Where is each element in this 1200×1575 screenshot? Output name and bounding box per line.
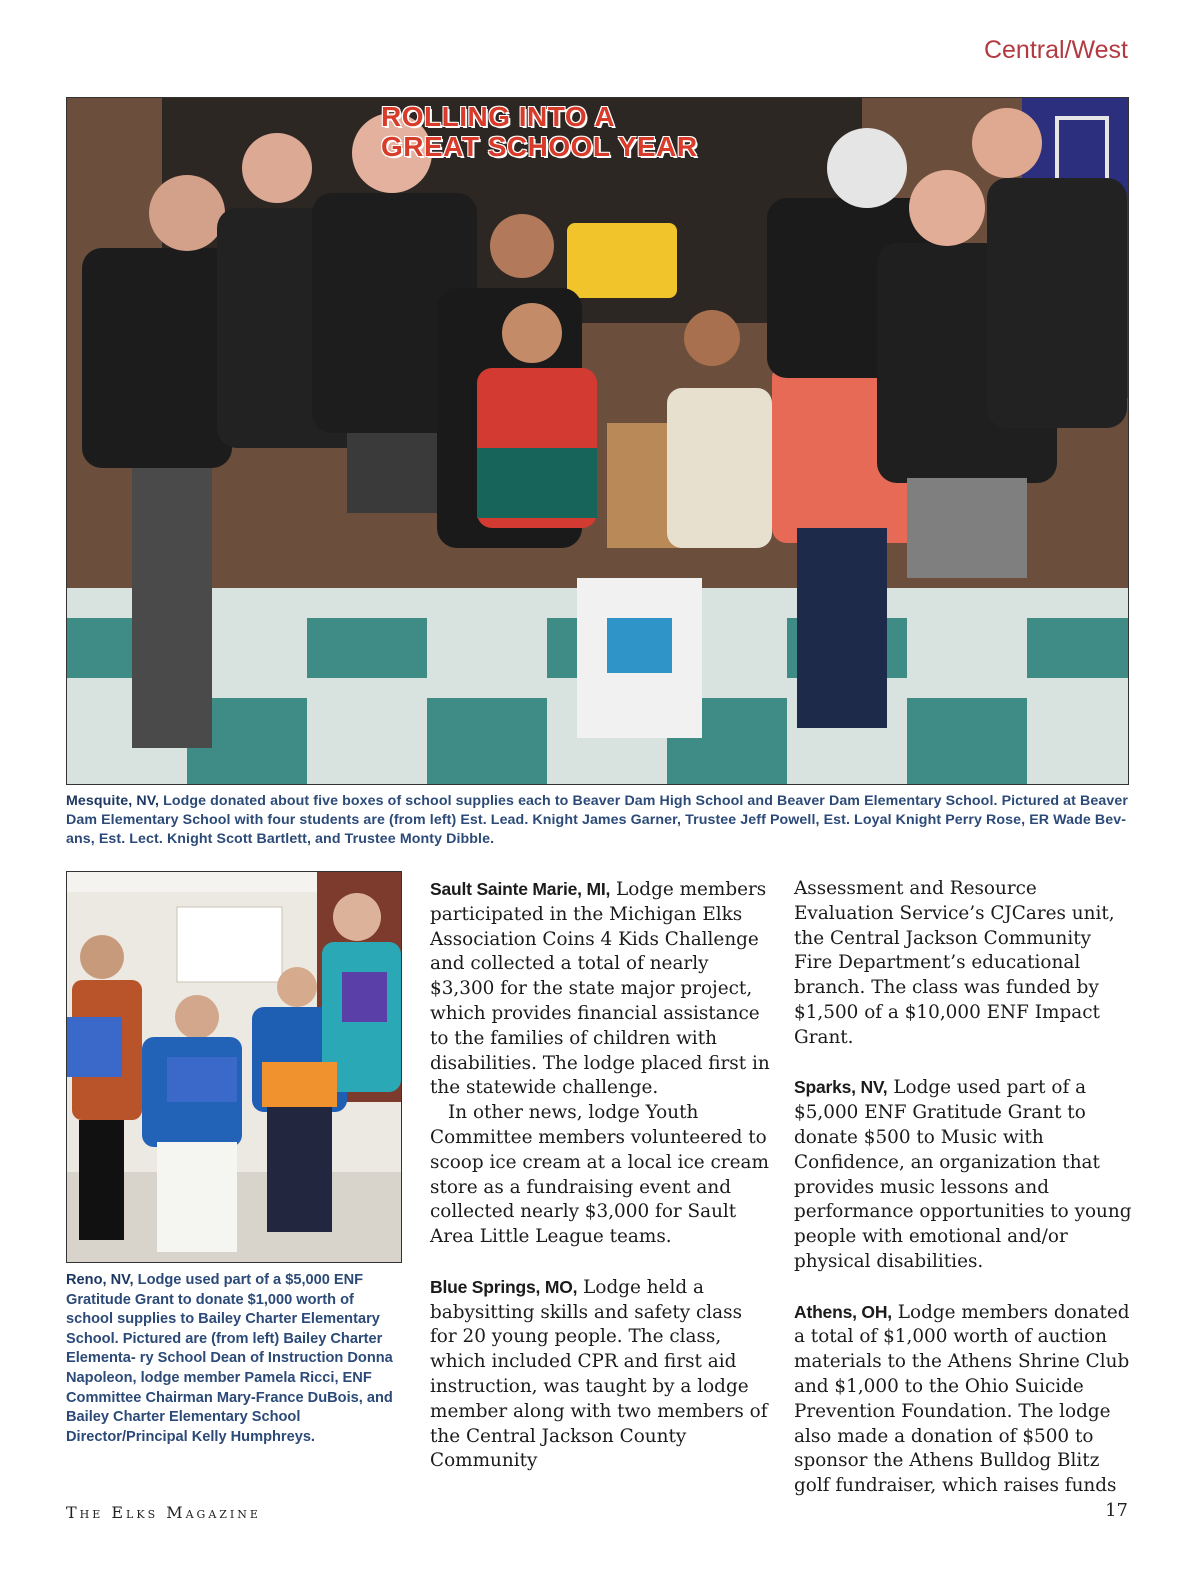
article-sault-p1: Sault Sainte Marie, MI, Lodge members participated in the Michigan Elks Association Coins 4 Kids Challenge and collected a total of nearly $3,300 for the state major project, which provides financial assistance to the families of children with disabilities. The lodge placed first in the statewide challenge. [430, 879, 770, 1099]
article-place: Blue Springs, MO, [430, 1276, 578, 1297]
caption-place: Reno, NV, [66, 1272, 134, 1288]
article-blue-springs: Blue Springs, MO, Lodge held a babysitting skills and safety class for 20 young people. The class, which included CPR and first aid instruction, was taught by a lodge member along with two members of the Central Jackson County Community [430, 1276, 768, 1472]
article-place: Sparks, NV, [794, 1077, 888, 1098]
caption-place: Mesquite, NV, [66, 793, 160, 809]
article-column-1 [430, 877, 770, 1474]
magazine-title: The Elks Magazine [66, 1503, 261, 1522]
side-photo-caption [66, 1271, 402, 1447]
reno-photo [66, 871, 402, 1263]
page-number: 17 [1105, 1500, 1128, 1521]
article-blue-springs-continued: Assessment and Resource Evaluation Service’s CJCares unit, the Central Jackson Community Fire Department’s educational branch. The class was funded by $1,500 of a $10,000 ENF Impact Grant. [794, 878, 1115, 1048]
caption-text: Lodge used part of a $5,000 ENF Gratitude Grant to donate $1,000 worth of school supplies to Bailey Charter Elementary School. Pictured are (from left) Bailey Charter Elementa- ry School Dean of Instruction Donna Napoleon, lodge member Pamela Ricci, ENF Committee Chairman Mary-France DuBois, and Bailey Charter Elementary School Director/Principal Kelly Humphreys. [66, 1272, 393, 1445]
article-sault-p2: In other news, lodge Youth Committee members volunteered to scoop ice cream at a local ice cream store as a fundraising event and collected nearly $3,000 for Sault Area Little League teams. [430, 1102, 769, 1248]
article-sparks: Sparks, NV, Lodge used part of a $5,000 ENF Gratitude Grant to donate $500 to Music with Confidence, an organization that provides music lessons and performance opportunities to young people with emotional and/or physical disabilities. [794, 1077, 1132, 1272]
group-photo-mesquite [66, 97, 1129, 785]
banner-text: ROLLING INTO A GREAT SCHOOL YEAR [381, 101, 698, 162]
caption-text: Lodge donated about five boxes of school supplies each to Beaver Dam High School and Beaver Dam Elementary School. Pictured at Beaver Dam Elementary School with four students are (from left) Est. Lead. Knight James Garner, Trustee Jeff Powell, Est. Loyal Knight Perry Rose, ER Wade Bev- ans, Est. Lect. Knight Scott Bartlett, and Trustee Monty Dibble. [66, 793, 1128, 847]
article-place: Sault Sainte Marie, MI, [430, 879, 611, 899]
group-photo-illustration [67, 98, 1128, 784]
article-column-2 [794, 877, 1134, 1499]
reno-photo-illustration [67, 872, 401, 1262]
article-athens: Athens, OH, Lodge members donated a total of $1,000 worth of auction materials to the Athens Shrine Club and $1,000 to the Ohio Suicide Prevention Foundation. The lodge also made a donation of $500 to sponsor the Athens Bulldog Blitz golf fundraiser, which raises funds [794, 1301, 1130, 1497]
article-place: Athens, OH, [794, 1301, 892, 1322]
top-photo-caption [66, 792, 1128, 849]
section-label: Central/West [983, 36, 1128, 64]
